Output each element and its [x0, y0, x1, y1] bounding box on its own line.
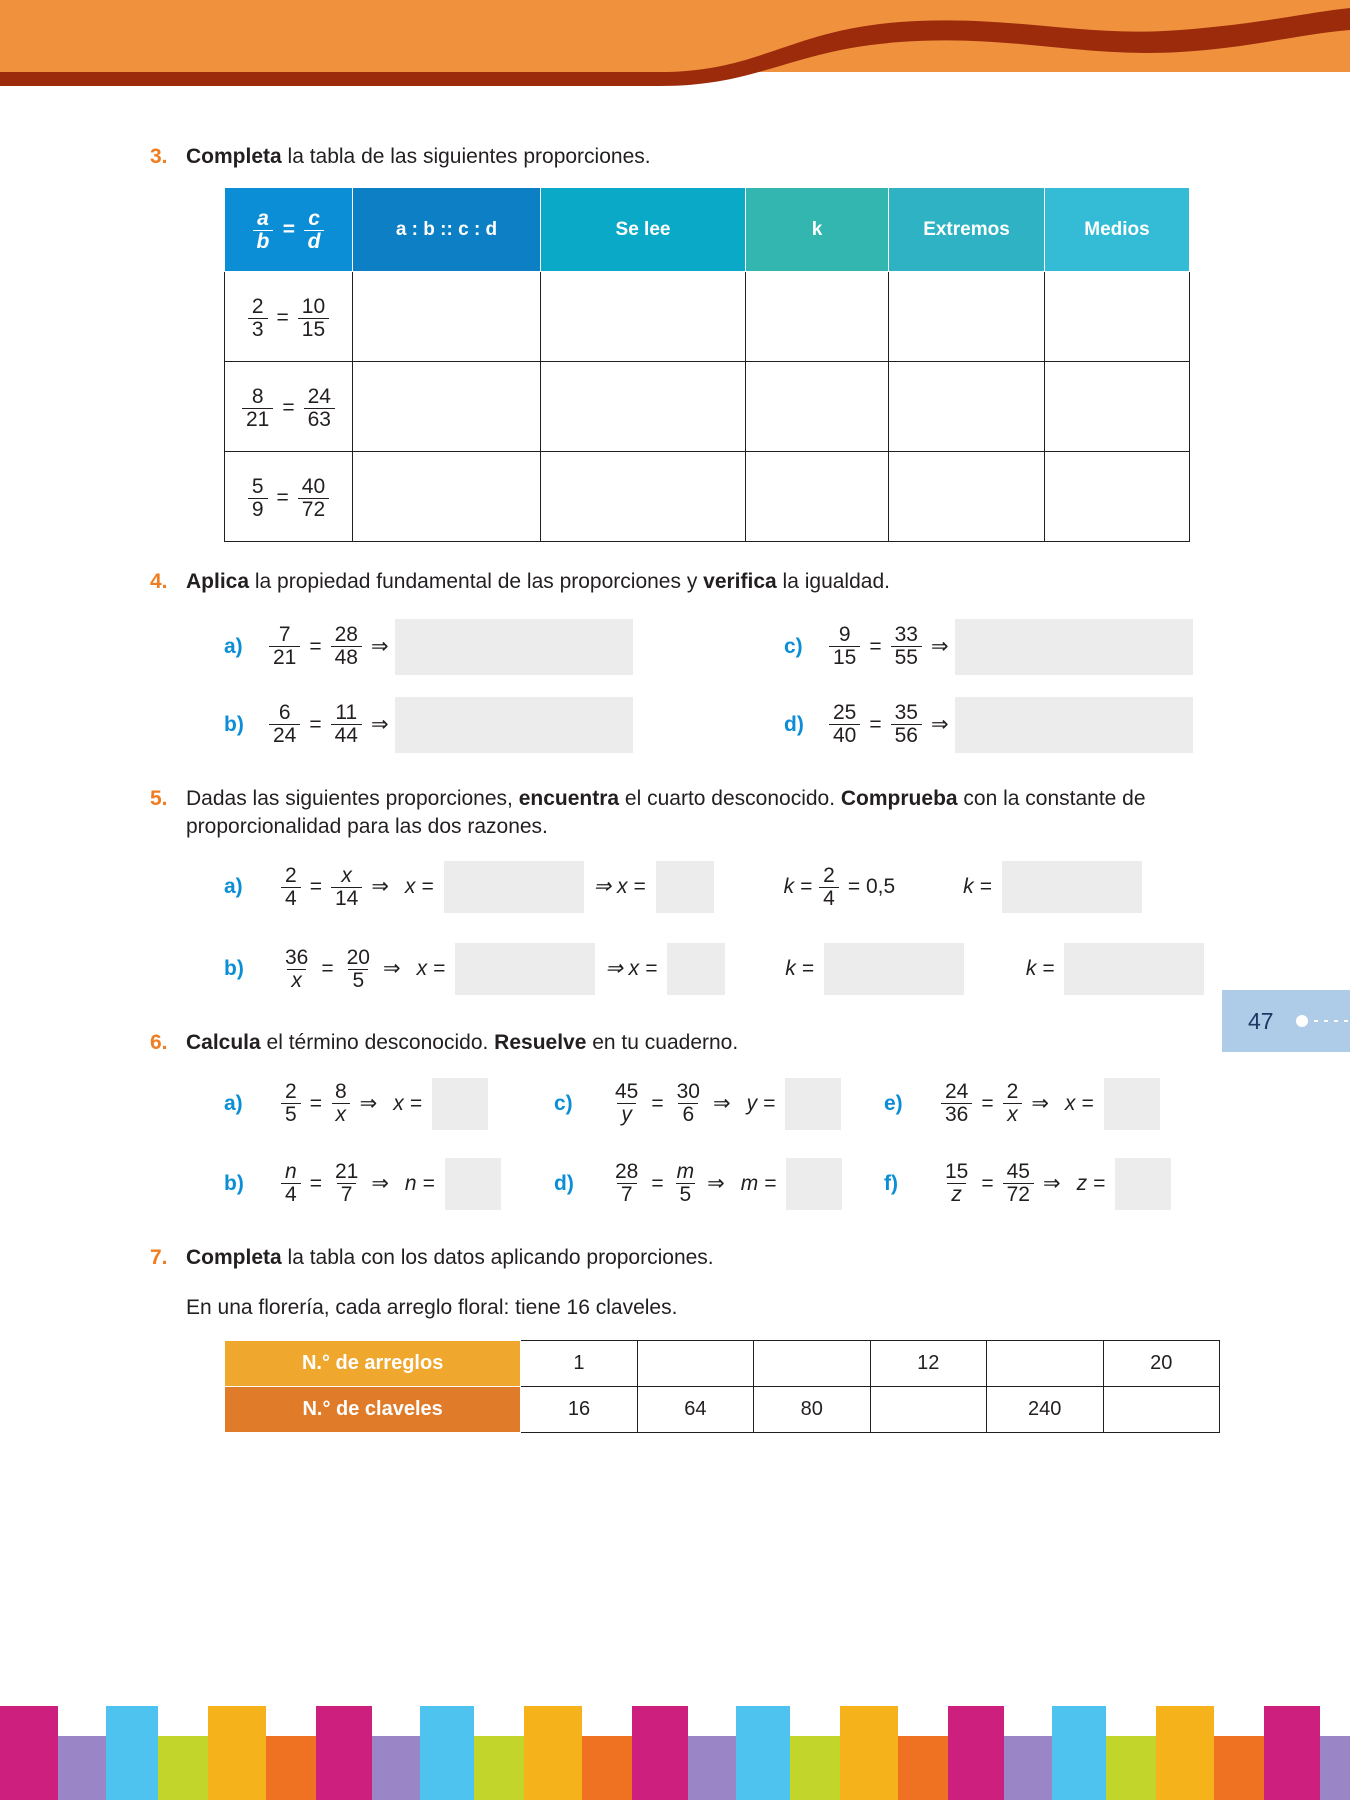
6f-n1: 15: [945, 1160, 969, 1184]
exercise-7-body: [186, 1244, 1220, 1434]
a-d1: 21: [269, 646, 300, 669]
answer-box-5b-4[interactable]: [1064, 943, 1204, 995]
6b-result-label: n =: [404, 1171, 435, 1195]
r1-d2: 15: [298, 318, 329, 341]
exercise-6-text2: en tu cuaderno.: [586, 1031, 739, 1055]
exercise-3-number: 3.: [150, 145, 168, 168]
proportions-table: [224, 187, 1190, 542]
exercise-6-text: el término desconocido.: [260, 1031, 495, 1055]
r3-n1: 5: [251, 474, 264, 498]
6b-n2: 21: [334, 1160, 359, 1184]
item-label-c: c): [784, 634, 803, 658]
hdr-b: b: [253, 230, 274, 253]
answer-box-4c[interactable]: [955, 619, 1193, 675]
exercise-6-number: 6.: [150, 1031, 168, 1055]
r3-d1: 9: [248, 498, 268, 521]
b-d2: 44: [331, 724, 362, 747]
carnations-cell-2[interactable]: 64: [637, 1387, 753, 1433]
6c-result-label: y =: [746, 1091, 776, 1115]
row-3-proportion: $\frac{5}{9}$ = $\frac{40}{72}$: [225, 452, 353, 542]
arrangements-cell-3[interactable]: [754, 1341, 870, 1387]
florist-table: [224, 1340, 1220, 1433]
c-n2: 33: [894, 623, 918, 647]
5b-n2: 20: [346, 945, 370, 969]
answer-box-6e[interactable]: [1104, 1078, 1160, 1130]
exercise-4-item-c: c) $\frac{9}{15}$ = $\frac{33}{55}$ ⇒: [784, 619, 1193, 675]
row-2-notation-cell[interactable]: [353, 362, 541, 452]
6d-d1: 7: [617, 1183, 637, 1206]
6d-d2: 5: [676, 1183, 696, 1206]
carnations-cell-1[interactable]: 16: [521, 1387, 637, 1433]
r3-d2: 72: [298, 498, 329, 521]
5a-arrow2: ⇒ x =: [593, 875, 646, 899]
6e-result-label: x =: [1064, 1091, 1094, 1115]
bottom-decorative-bars: [0, 1706, 1350, 1800]
d-n1: 25: [833, 701, 857, 725]
6a-result-label: x =: [393, 1091, 422, 1115]
item-label-5a: a): [224, 875, 243, 899]
exercise-4-item-b: b) $\frac{6}{24}$ = $\frac{11}{44}$ ⇒: [224, 697, 784, 753]
d-n2: 35: [894, 701, 918, 725]
6f-d1: z: [947, 1183, 966, 1206]
5a-k-value: = 0,5: [847, 875, 896, 899]
exercise-7-lead: Completa: [186, 1245, 282, 1269]
6d-n2: m: [676, 1160, 695, 1184]
hdr-a: a: [257, 206, 269, 230]
row-3-reads-cell[interactable]: [541, 452, 746, 542]
table-header-row: [225, 188, 1190, 272]
6b-d1: 4: [281, 1183, 301, 1206]
5a-n2: x: [341, 863, 352, 887]
row-label-arrangements: N.° de arreglos: [225, 1341, 521, 1387]
item-label-6a: a): [224, 1091, 243, 1115]
arrangements-cell-5[interactable]: [986, 1341, 1103, 1387]
answer-box-5a-3[interactable]: [1002, 861, 1142, 913]
row-1-notation-cell[interactable]: [353, 272, 541, 362]
col-header-extremes: Extremos: [889, 188, 1045, 272]
brown-wave: [0, 0, 1350, 95]
exercise-6-item-f: f) $\frac{15}{z}$ = $\frac{45}{72}$ ⇒ z =: [884, 1158, 1214, 1210]
c-n1: 9: [838, 623, 851, 647]
row-3-extremes-cell[interactable]: [889, 452, 1045, 542]
5a-d2: 14: [331, 887, 362, 910]
arrangements-cell-6[interactable]: 20: [1103, 1341, 1219, 1387]
exercise-5-text-b: el cuarto desconocido.: [619, 786, 841, 810]
6a-n1: 2: [285, 1080, 297, 1104]
col-header-k: k: [746, 188, 889, 272]
row-3-k-cell[interactable]: [746, 452, 889, 542]
5b-k2-label: k =: [1025, 957, 1055, 981]
exercise-5-item-b: b) $\frac{36}{x}$ = $\frac{20}{5}$ ⇒ x = ⇒ x = k = k =: [224, 943, 1220, 995]
answer-box-5b-2[interactable]: [667, 943, 725, 995]
answer-box-6a[interactable]: [432, 1078, 488, 1130]
5a-k-num: 2: [823, 863, 835, 887]
exercise-5-body: [186, 785, 1220, 996]
answer-box-6f[interactable]: [1115, 1158, 1171, 1210]
exercise-6-item-d: d) $\frac{28}{7}$ = $\frac{m}{5}$ ⇒ m =: [554, 1158, 884, 1210]
exercise-4-lead: Aplica: [186, 570, 250, 594]
answer-box-4d[interactable]: [955, 697, 1193, 753]
table-row: [225, 272, 1190, 362]
table-row: [225, 452, 1190, 542]
5a-n1: 2: [285, 863, 297, 887]
r1-n1: 2: [251, 294, 264, 318]
5b-k-label: k =: [785, 957, 814, 981]
6b-d2: 7: [337, 1183, 357, 1206]
a-d2: 48: [331, 646, 362, 669]
6e-d2: x: [1003, 1103, 1022, 1126]
answer-box-6b[interactable]: [445, 1158, 501, 1210]
r2-n2: 24: [307, 384, 331, 408]
item-label-b: b): [224, 712, 244, 736]
answer-box-4b[interactable]: [395, 697, 633, 753]
item-label-6f: f): [884, 1171, 898, 1195]
b-n2: 11: [335, 701, 358, 725]
col-header-reads: Se lee: [541, 188, 746, 272]
row-2-k-cell[interactable]: [746, 362, 889, 452]
exercise-3-body: [186, 143, 1220, 542]
exercise-6-body: [186, 1029, 1220, 1209]
exercise-7-number: 7.: [150, 1245, 168, 1269]
6f-d2: 72: [1003, 1183, 1034, 1206]
d-d1: 40: [829, 724, 860, 747]
top-decorative-band: [0, 0, 1350, 95]
6a-n2: 8: [334, 1080, 347, 1104]
6d-result-label: m =: [740, 1171, 777, 1195]
exercise-6-item-c: c) $\frac{45}{y}$ = $\frac{30}{6}$ ⇒ y =: [554, 1078, 884, 1130]
exercise-5-number: 5.: [150, 786, 168, 810]
6e-n1: 24: [945, 1080, 969, 1104]
col-header-means: Medios: [1045, 188, 1190, 272]
row-1-proportion: $\frac{2}{3}$ = $\frac{10}{15}$: [225, 272, 353, 362]
exercise-4-bold2: verifica: [703, 570, 777, 594]
6b-n1: n: [285, 1160, 297, 1184]
r1-d1: 3: [248, 318, 268, 341]
answer-box-5a-1[interactable]: [444, 861, 584, 913]
r2-d2: 63: [304, 408, 335, 431]
item-label-6b: b): [224, 1171, 244, 1195]
6d-n1: 28: [615, 1160, 639, 1184]
item-label-5b: b): [224, 957, 244, 981]
item-label-6e: e): [884, 1091, 903, 1115]
exercise-4-item-a: a) $\frac{7}{21}$ = $\frac{28}{48}$ ⇒: [224, 619, 784, 675]
hdr-c: c: [308, 206, 320, 230]
exercise-6-item-e: e) $\frac{24}{36}$ = $\frac{2}{x}$ ⇒ x =: [884, 1078, 1214, 1130]
r1-n2: 10: [301, 294, 326, 318]
exercise-5-text-a: Dadas las siguientes proporciones,: [186, 786, 519, 810]
exercise-5-bold-b: Comprueba: [840, 786, 958, 810]
table-row: [225, 1341, 1220, 1387]
exercise-7-note: En una florería, cada arreglo floral: tiene 16 claveles.: [186, 1296, 678, 1320]
exercise-6: [150, 1029, 1220, 1209]
row-1-extremes-cell[interactable]: [889, 272, 1045, 362]
r2-d1: 21: [242, 408, 273, 431]
page-number: 47: [1248, 1007, 1274, 1034]
answer-box-5b-1[interactable]: [455, 943, 595, 995]
exercise-6-row-1: [224, 1078, 1220, 1130]
carnations-cell-6[interactable]: [1103, 1387, 1219, 1433]
r3-n2: 40: [301, 474, 326, 498]
5a-x-label: x =: [404, 875, 434, 899]
row-label-carnations: N.° de claveles: [225, 1387, 521, 1433]
exercise-6-item-a: a) $\frac{2}{5}$ = $\frac{8}{x}$ ⇒ x =: [224, 1078, 554, 1130]
exercise-6-bold2: Resuelve: [494, 1031, 587, 1055]
row-2-means-cell[interactable]: [1045, 362, 1190, 452]
hdr-eq: =: [282, 218, 295, 242]
6c-d1: y: [617, 1103, 636, 1126]
5b-n1: 36: [285, 945, 309, 969]
6c-n2: 30: [676, 1080, 700, 1104]
exercise-4-row-1: [224, 619, 1220, 675]
answer-box-5b-3[interactable]: [824, 943, 964, 995]
col-header-fraction: [225, 188, 353, 272]
arrangements-cell-2[interactable]: [637, 1341, 753, 1387]
6e-n2: 2: [1006, 1080, 1019, 1104]
c-d1: 15: [829, 646, 860, 669]
exercise-6-item-b: b) $\frac{n}{4}$ = $\frac{21}{7}$ ⇒ n =: [224, 1158, 554, 1210]
row-2-reads-cell[interactable]: [541, 362, 746, 452]
carnations-cell-4[interactable]: [870, 1387, 986, 1433]
6a-d1: 5: [281, 1103, 301, 1126]
exercise-3: [150, 143, 1220, 542]
row-1-k-cell[interactable]: [746, 272, 889, 362]
5b-d1: x: [287, 969, 306, 992]
r2-n1: 8: [251, 384, 264, 408]
6c-d2: 6: [678, 1103, 698, 1126]
6c-n1: 45: [615, 1080, 639, 1104]
exercise-5-text-c: con la constante de proporcionalidad para las dos razones.: [186, 786, 1146, 839]
item-label-6c: c): [554, 1091, 573, 1115]
exercise-5: [150, 785, 1220, 996]
row-1-reads-cell[interactable]: [541, 272, 746, 362]
row-3-means-cell[interactable]: [1045, 452, 1190, 542]
exercise-5-item-a: a) $\frac{2}{4}$ = $\frac{x}{14}$ ⇒ x = ⇒ x = k = $\frac{2}{4}$ = 0,5 k =: [224, 861, 1220, 913]
exercise-4-text2: la igualdad.: [776, 570, 890, 594]
exercise-6-row-2: [224, 1158, 1220, 1210]
col-header-notation: a : b :: c : d: [353, 188, 541, 272]
exercise-5-bold-a: encuentra: [518, 786, 620, 810]
exercise-6-lead: Calcula: [186, 1031, 261, 1055]
hdr-d: d: [304, 230, 325, 253]
row-3-notation-cell[interactable]: [353, 452, 541, 542]
answer-box-6c[interactable]: [785, 1078, 841, 1130]
table-row: [225, 1387, 1220, 1433]
exercise-3-lead: Completa: [186, 145, 282, 168]
5b-d2: 5: [348, 969, 368, 992]
exercise-4-item-d: d) $\frac{25}{40}$ = $\frac{35}{56}$ ⇒: [784, 697, 1193, 753]
exercise-7: [150, 1244, 1220, 1434]
c-d2: 55: [891, 646, 922, 669]
item-label-d: d): [784, 712, 804, 736]
answer-box-6d[interactable]: [786, 1158, 842, 1210]
exercise-7-text: la tabla con los datos aplicando proporciones.: [281, 1245, 714, 1269]
6a-d2: x: [332, 1103, 351, 1126]
6f-n2: 45: [1006, 1160, 1030, 1184]
row-1-means-cell[interactable]: [1045, 272, 1190, 362]
item-label-a: a): [224, 634, 243, 658]
row-2-proportion: $\frac{8}{21}$ = $\frac{24}{63}$: [225, 362, 353, 452]
answer-box-5a-2[interactable]: [656, 861, 714, 913]
exercise-4-number: 4.: [150, 570, 168, 594]
carnations-cell-5[interactable]: 240: [986, 1387, 1103, 1433]
exercise-4: [150, 568, 1220, 752]
6f-result-label: z =: [1076, 1171, 1106, 1195]
5b-x-label: x =: [416, 957, 446, 981]
arrangements-cell-4[interactable]: 12: [870, 1341, 986, 1387]
5a-k-den: 4: [819, 887, 839, 910]
item-label-6d: d): [554, 1171, 574, 1195]
arrangements-cell-1[interactable]: 1: [521, 1341, 637, 1387]
a-n2: 28: [334, 623, 358, 647]
answer-box-4a[interactable]: [395, 619, 633, 675]
5a-d1: 4: [281, 887, 301, 910]
5a-k-label: k =: [783, 875, 813, 899]
row-2-extremes-cell[interactable]: [889, 362, 1045, 452]
b-d1: 24: [269, 724, 300, 747]
d-d2: 56: [891, 724, 922, 747]
exercise-4-text: la propiedad fundamental de las proporciones y: [249, 570, 704, 594]
a-n1: 7: [278, 623, 291, 647]
5a-k2-label: k =: [963, 875, 992, 899]
exercise-4-body: [186, 568, 1220, 752]
exercise-4-row-2: [224, 697, 1220, 753]
table-row: [225, 362, 1190, 452]
6e-d1: 36: [941, 1103, 972, 1126]
5b-arrow2: ⇒ x =: [605, 957, 658, 981]
exercise-3-text: la tabla de las siguientes proporciones.: [281, 145, 651, 168]
b-n1: 6: [278, 701, 291, 725]
carnations-cell-3[interactable]: 80: [754, 1387, 870, 1433]
